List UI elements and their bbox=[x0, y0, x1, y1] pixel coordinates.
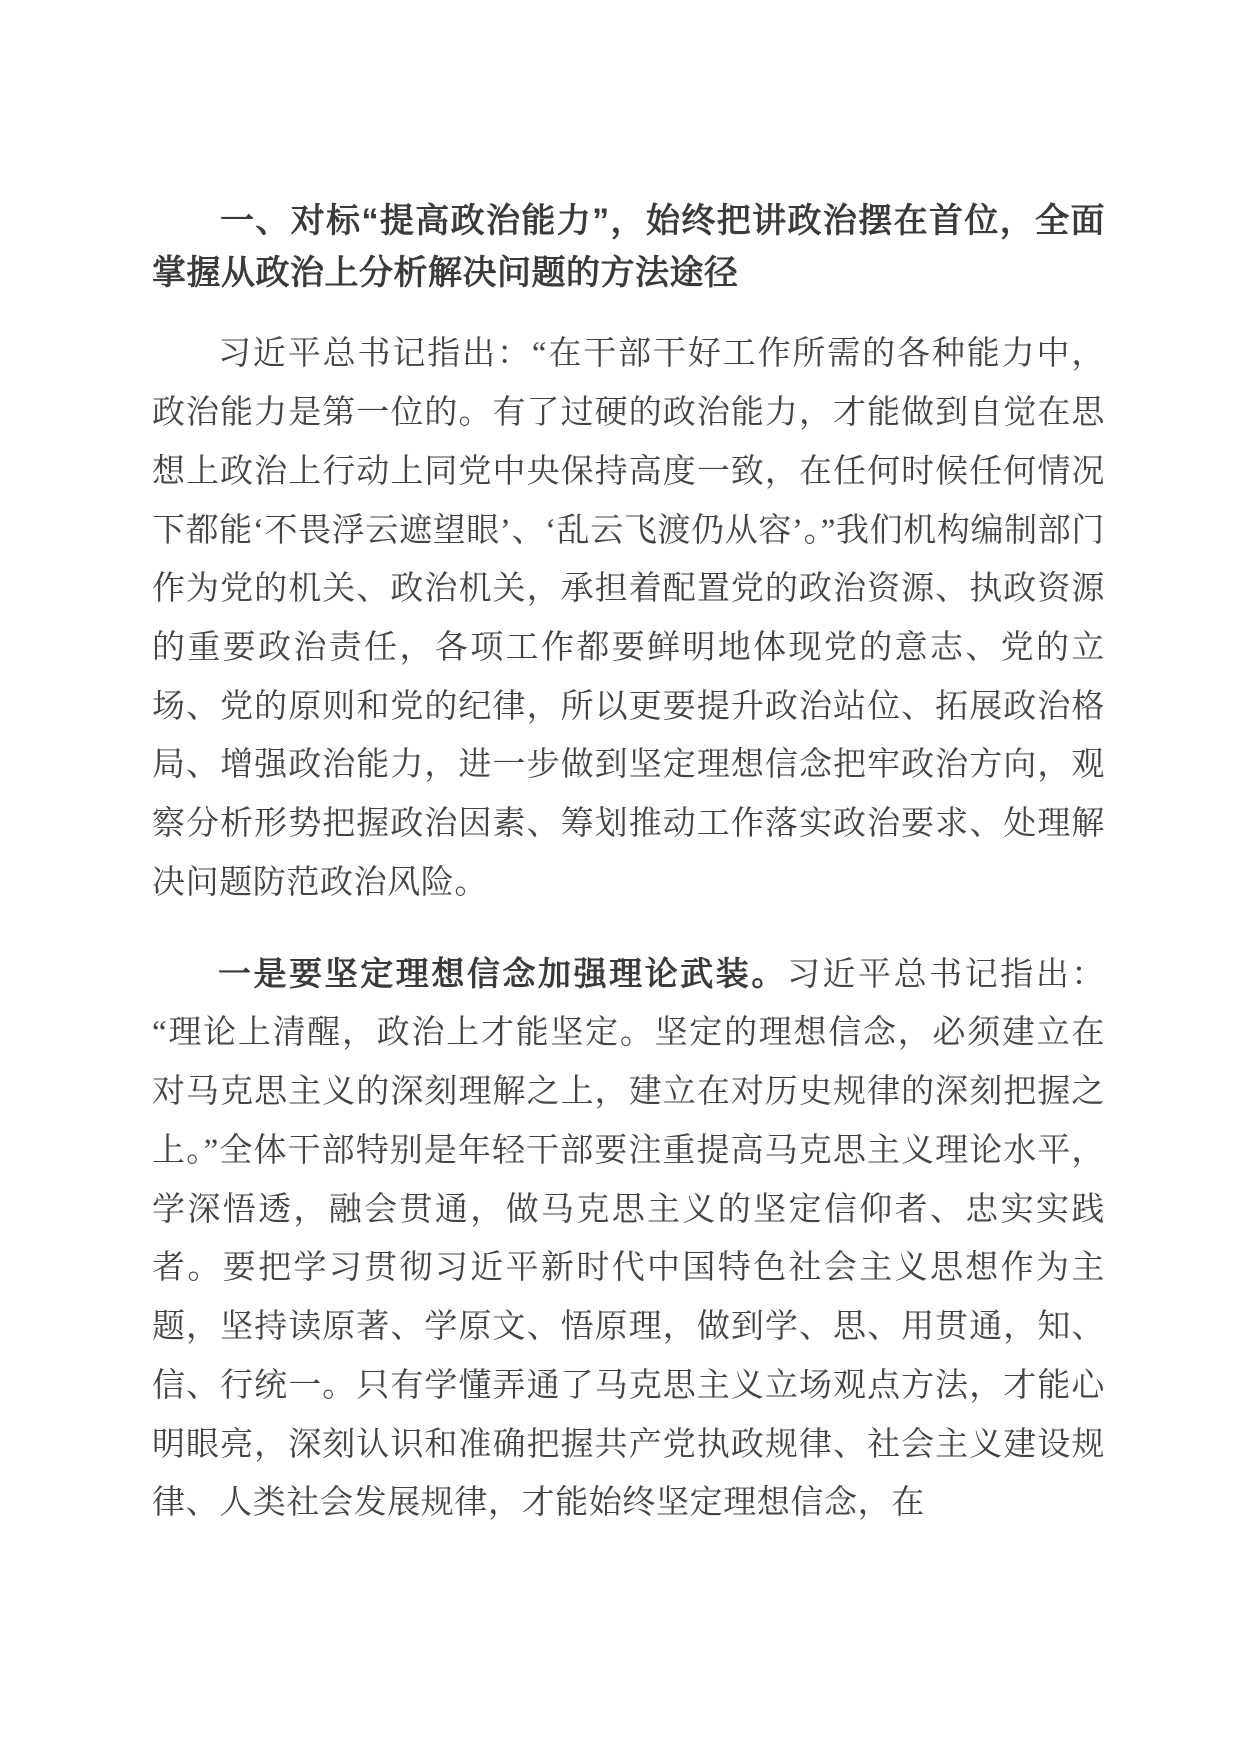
paragraph-lead-label: 一是要坚定理想信念加强理论武装。 bbox=[218, 954, 787, 992]
paragraph-body-text: 习近平总书记指出：“理论上清醒，政治上才能坚定。坚定的理想信念，必须建立在对马克思主义的深刻理解之上，建立在对历史规律的深刻把握之上。”全体干部特别是年轻干部要注重提高马克思主义理论水平，学深悟透，融会贯通，做马克思主义的坚定信仰者、忠实实践者。要把学习贯彻习近平新时代中国特色社会主义思想作为主题，坚持读原著、学原文、悟原理，做到学、思、用贯通，知、信、行统一。只有学懂弄通了马克思主义立场观点方法，才能心明眼亮，深刻认识和准确把握共产党执政规律、社会主义建设规律、人类社会发展规律，才能始终坚定理想信念，在 bbox=[152, 956, 1105, 1522]
section-heading: 一、对标“提高政治能力”，始终把讲政治摆在首位，全面掌握从政治上分析解决问题的方法途径 bbox=[152, 202, 1105, 292]
body-paragraph-2 bbox=[152, 945, 1105, 1533]
body-paragraph-1: 习近平总书记指出：“在干部干好工作所需的各种能力中，政治能力是第一位的。有了过硬的政治能力，才能做到自觉在思想上政治上行动上同党中央保持高度一致，在任何时候任何情况下都能‘不畏浮云遮望眼’、‘乱云飞渡仍从容’。”我们机构编制部门作为党的机关、政治机关，承担着配置党的政治资源、执政资源的重要政治责任，各项工作都要鲜明地体现党的意志、党的立场、党的原则和党的纪律，所以更要提升政治站位、拓展政治格局、增强政治能力，进一步做到坚定理想信念把牢政治方向，观察分析形势把握政治因素、筹划推动工作落实政治要求、处理解决问题防范政治风险。 bbox=[152, 336, 1105, 901]
paragraph-spacer bbox=[152, 927, 1105, 945]
